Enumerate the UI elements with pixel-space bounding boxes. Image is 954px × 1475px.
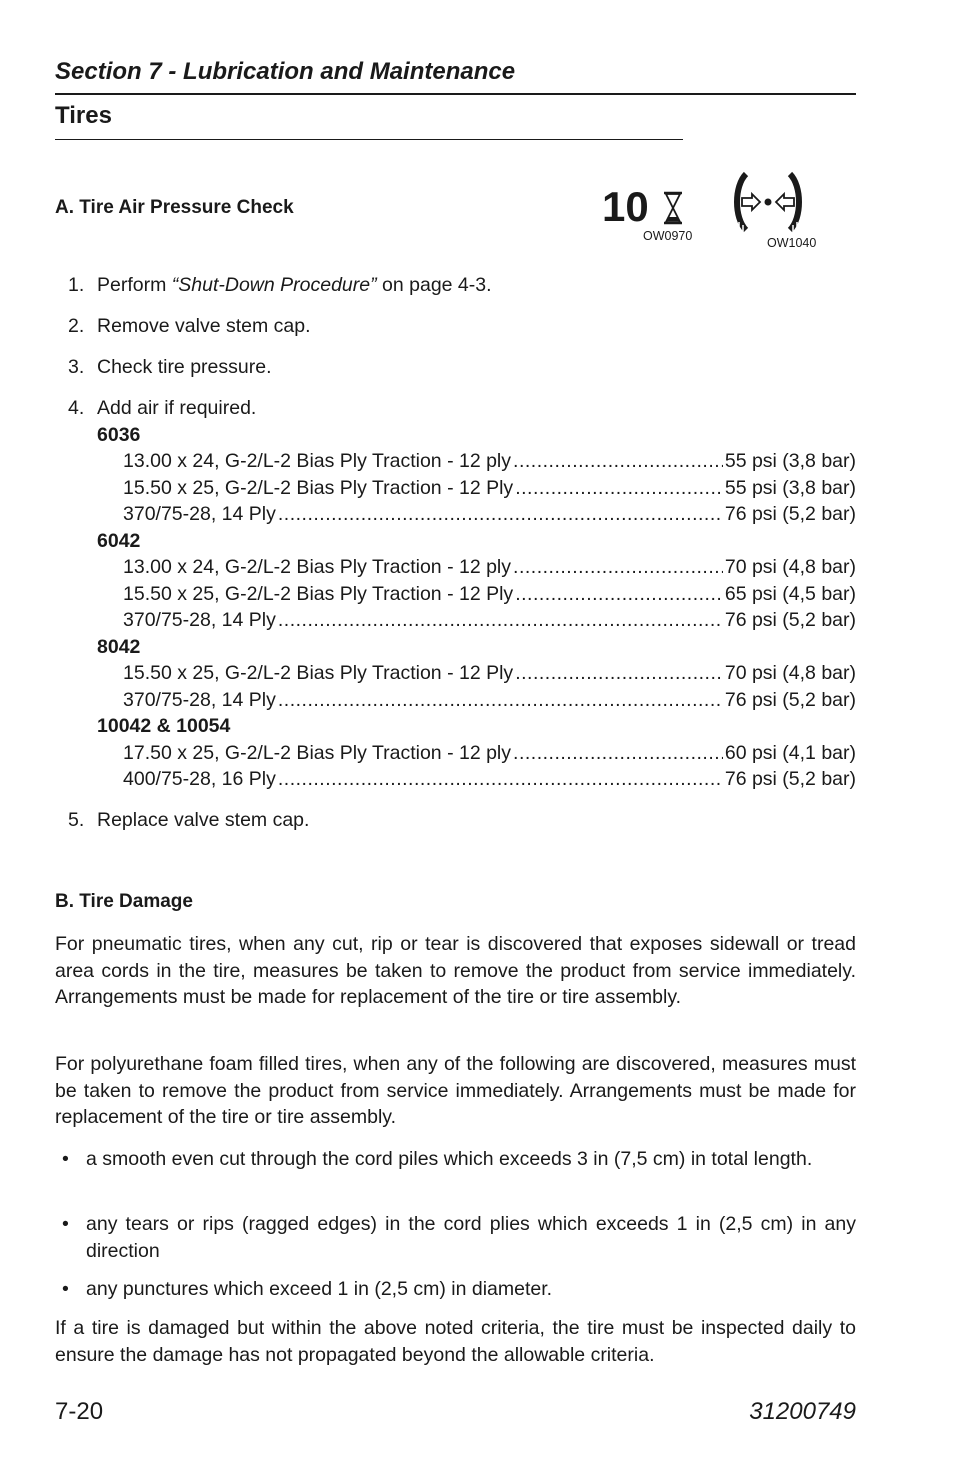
tire-pressure: 76 psi (5,2 bar)	[724, 609, 856, 631]
step-3: 3. Check tire pressure.	[68, 356, 272, 378]
spec-row	[123, 556, 856, 579]
document-number: 31200749	[749, 1398, 856, 1425]
spec-row	[123, 742, 856, 765]
bullet-icon: •	[62, 1213, 69, 1235]
tire-size: 15.50 x 25, G-2/L-2 Bias Ply Traction - 12 Ply	[123, 662, 514, 684]
title-rule	[55, 139, 683, 140]
foam-filled-tires-paragraph: For polyurethane foam filled tires, when any of the following are discovered, measures must be taken to remove the product from service immediately. Arrangements must be made for replacement of the tire or tire assembly.	[55, 1053, 856, 1128]
tire-pressure: 55 psi (3,8 bar)	[724, 450, 856, 472]
spec-row	[123, 583, 856, 606]
tire-pressure-icon	[730, 170, 806, 236]
tire-pressure: 60 psi (4,1 bar)	[724, 742, 856, 764]
tire-pressure-heading: A. Tire Air Pressure Check	[55, 197, 294, 218]
model-heading: 8042	[97, 636, 141, 658]
tire-pressure: 76 psi (5,2 bar)	[724, 689, 856, 711]
bullet-icon: •	[62, 1278, 69, 1300]
spec-row	[123, 689, 856, 712]
step-1: 1. Perform “Shut-Down Procedure” on page 4-3.	[68, 274, 492, 296]
tire-pressure: 55 psi (3,8 bar)	[724, 477, 856, 499]
step-5: 5. Replace valve stem cap.	[68, 809, 310, 831]
interval-icon-code: OW0970	[643, 229, 693, 243]
tire-size: 370/75-28, 14 Ply	[123, 689, 276, 711]
tire-size: 400/75-28, 16 Ply	[123, 768, 276, 790]
spec-row	[123, 768, 856, 791]
model-heading: 6042	[97, 530, 141, 552]
pneumatic-tires-paragraph: For pneumatic tires, when any cut, rip or tear is discovered that exposes sidewall or tread area cords in the tire, measures be taken to remove the product from service immediately. Arrangements must be made for replacement of the tire or tire assembly.	[55, 933, 856, 1008]
tire-size: 13.00 x 24, G-2/L-2 Bias Ply Traction - 12 ply	[123, 556, 512, 578]
list-item: • any tears or rips (ragged edges) in the cord plies which exceeds 1 in (2,5 cm) in any direction	[62, 1211, 856, 1264]
tire-size: 370/75-28, 14 Ply	[123, 609, 276, 631]
page-title: Tires	[55, 102, 112, 129]
tire-pressure: 76 psi (5,2 bar)	[724, 503, 856, 525]
shutdown-procedure-reference: “Shut-Down Procedure”	[171, 274, 377, 296]
tire-size: 15.50 x 25, G-2/L-2 Bias Ply Traction - 12 Ply	[123, 477, 514, 499]
spec-row	[123, 609, 856, 632]
section-title: Section 7 - Lubrication and Maintenance	[55, 58, 516, 85]
model-heading: 10042 & 10054	[97, 715, 231, 737]
tire-size: 17.50 x 25, G-2/L-2 Bias Ply Traction - 12 ply	[123, 742, 512, 764]
tire-pressure: 70 psi (4,8 bar)	[724, 662, 856, 684]
tire-pressure: 76 psi (5,2 bar)	[724, 768, 856, 790]
spec-row	[123, 662, 856, 685]
tire-size: 13.00 x 24, G-2/L-2 Bias Ply Traction - 12 ply	[123, 450, 512, 472]
list-item: • a smooth even cut through the cord piles which exceeds 3 in (7,5 cm) in total length.	[62, 1146, 856, 1173]
page-number: 7-20	[55, 1398, 104, 1425]
spec-row	[123, 503, 856, 526]
tire-size: 370/75-28, 14 Ply	[123, 503, 276, 525]
step-4: 4. Add air if required.	[68, 397, 257, 419]
tire-pressure: 70 psi (4,8 bar)	[724, 556, 856, 578]
bullet-icon: •	[62, 1148, 69, 1170]
tire-pressure: 65 psi (4,5 bar)	[724, 583, 856, 605]
spec-row	[123, 477, 856, 500]
tire-icon-code: OW1040	[767, 236, 817, 250]
hourglass-icon	[660, 190, 686, 226]
tire-size: 15.50 x 25, G-2/L-2 Bias Ply Traction - 12 Ply	[123, 583, 514, 605]
list-item: • any punctures which exceed 1 in (2,5 cm) in diameter.	[62, 1276, 856, 1303]
tire-damage-heading: B. Tire Damage	[55, 891, 193, 912]
step-2: 2. Remove valve stem cap.	[68, 315, 311, 337]
header-rule	[55, 93, 856, 95]
spec-row	[123, 450, 856, 473]
interval-number: 10	[602, 183, 649, 230]
model-heading: 6036	[97, 424, 141, 446]
inspection-paragraph: If a tire is damaged but within the above noted criteria, the tire must be inspected daily to ensure the damage has not propagated beyond the allowable criteria.	[55, 1317, 856, 1366]
